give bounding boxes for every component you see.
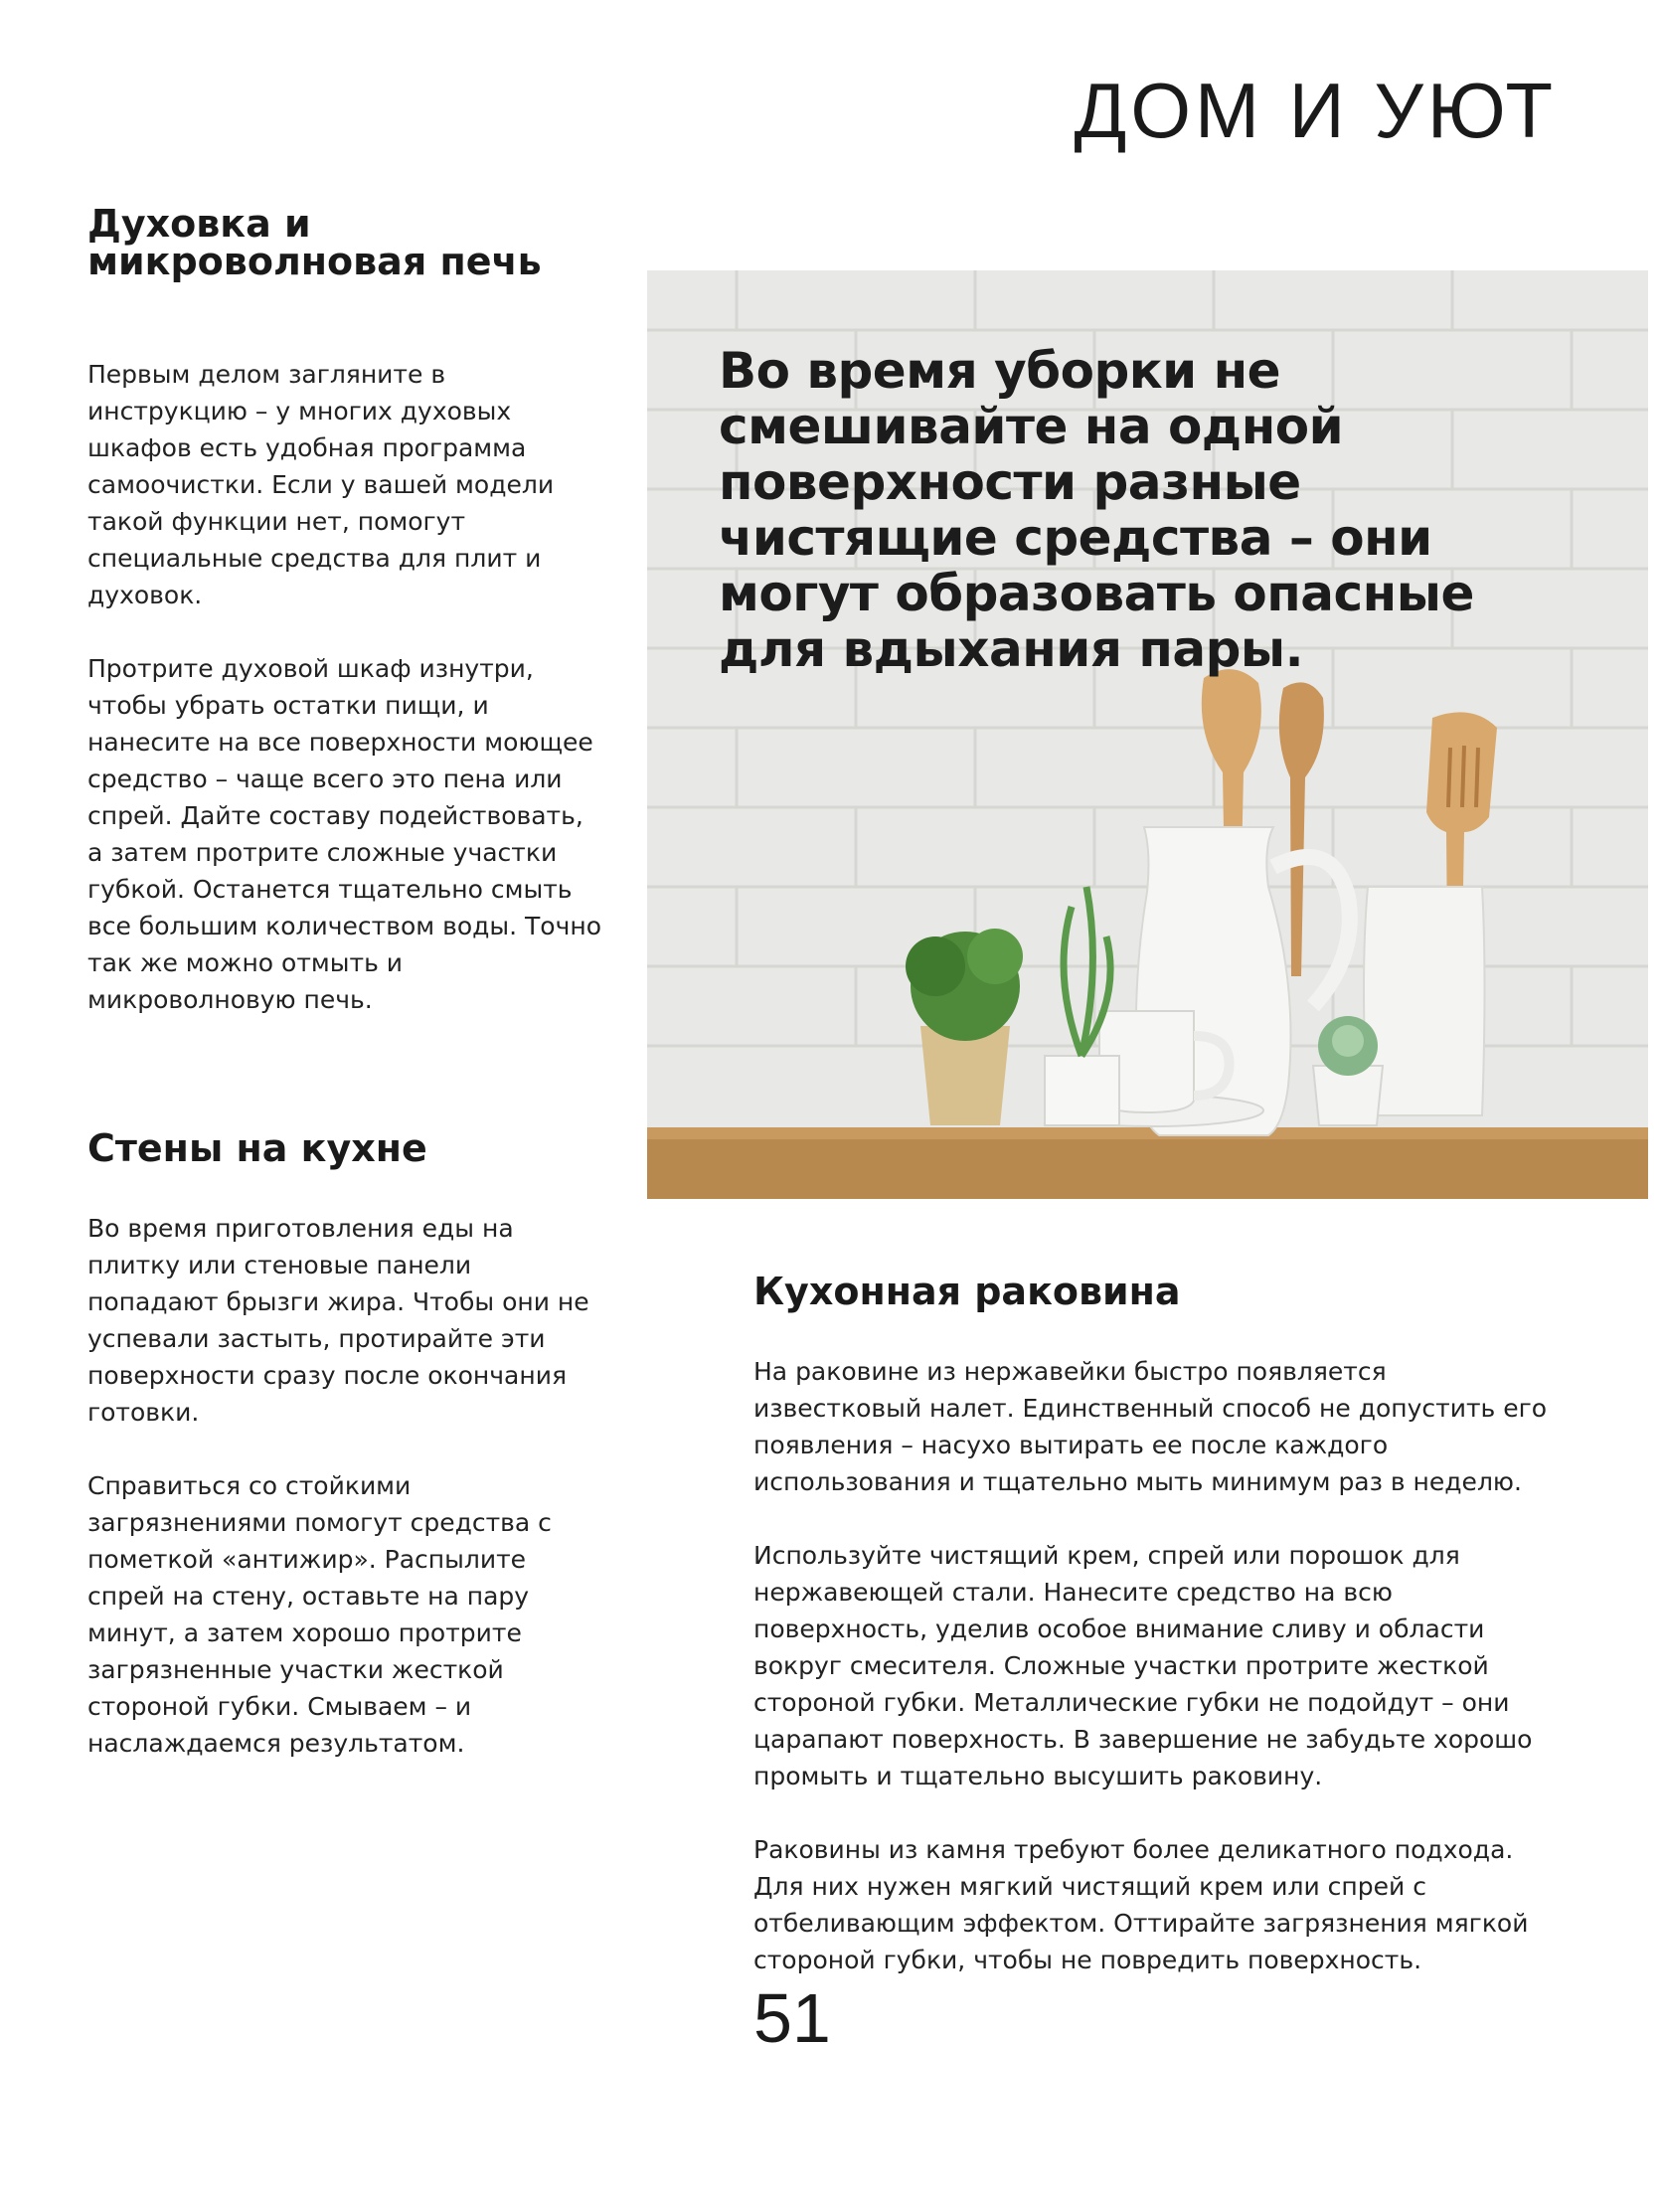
paragraph: На раковине из нержавейки быстро появляется известковый налет. Единственный способ не допустить его появления – насухо вытирать ее после каждого использования и тщательно мыть минимум раз в неделю. xyxy=(753,1357,1548,1496)
section-label: ДОМ И УЮТ xyxy=(1074,67,1557,154)
heading-sink: Кухонная раковина xyxy=(753,1270,1181,1313)
paragraph: Первым делом загляните в инструкцию – у многих духовых шкафов есть удобная программа самоочистки. Если у вашей модели такой функции нет, помогут специальные средства для плит и духовок. xyxy=(87,360,555,609)
heading-oven: Духовка и микроволновая печь xyxy=(87,202,542,283)
text-oven xyxy=(87,356,604,1018)
text-sink xyxy=(753,1353,1559,1978)
paragraph: Во время приготовления еды на плитку или стеновые панели попадают брызги жира. Чтобы они не успевали застыть, протирайте эти поверхности сразу после окончания готовки. xyxy=(87,1214,589,1427)
heading-walls: Стены на кухне xyxy=(87,1126,427,1170)
text-walls xyxy=(87,1210,604,1762)
paragraph: Используйте чистящий крем, спрей или порошок для нержавеющей стали. Нанесите средство на всю поверхность, уделив особое внимание сливу и области вокруг смесителя. Сложные участки протрите жесткой стороной губки. Металлические губки не подойдут – они царапают поверхность. В завершение не забудьте хорошо промыть и тщательно высушить раковину. xyxy=(753,1541,1533,1790)
paragraph: Справиться со стойкими загрязнениями помогут средства с пометкой «антижир». Распылите спрей на стену, оставьте на пару минут, а затем хорошо протрите загрязненные участки жесткой стороной губки. Смываем – и наслаждаемся результатом. xyxy=(87,1471,552,1758)
paragraph: Раковины из камня требуют более деликатного подхода. Для них нужен мягкий чистящий крем или спрей с отбеливающим эффектом. Оттирайте загрязнения мягкой стороной губки, чтобы не повредить поверхность. xyxy=(753,1835,1529,1974)
pull-quote: Во время уборки не смешивайте на одной поверхности разные чистящие средства – они могут образовать опасные для вдыхания пары. xyxy=(719,342,1474,678)
paragraph: Протрите духовой шкаф изнутри, чтобы убрать остатки пищи, и нанесите на все поверхности моющее средство – чаще всего это пена или спрей. Дайте составу подействовать, а затем протрите сложные участки губкой. Останется тщательно смыть все большим количеством воды. Точно так же можно отмыть и микроволновую печь. xyxy=(87,654,602,1014)
page-number: 51 xyxy=(753,1979,831,2057)
